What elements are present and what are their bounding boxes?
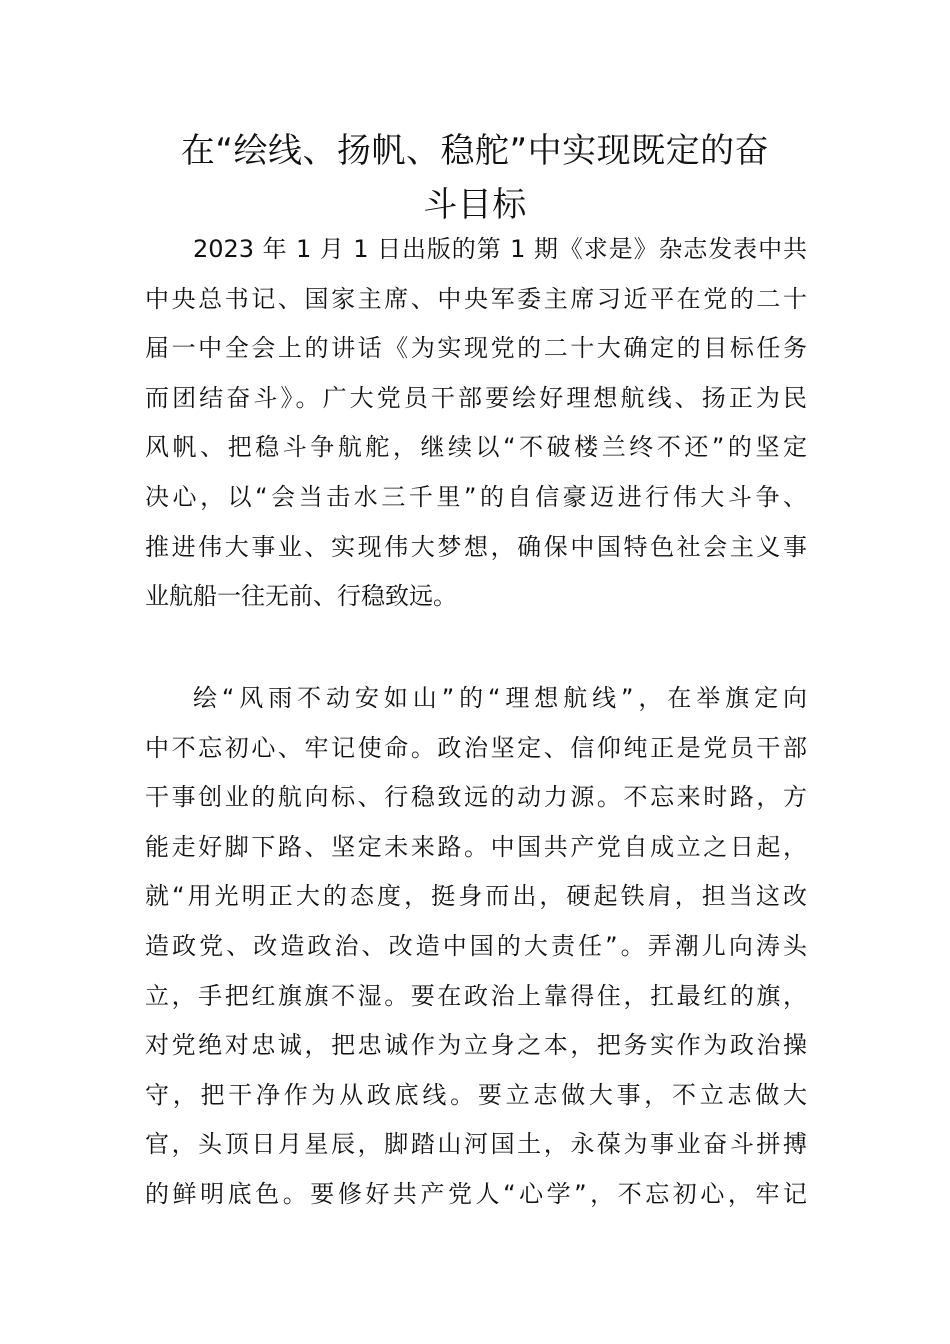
text-line: 中央总书记、国家主席、中央军委主席习近平在党的二十 — [145, 284, 807, 313]
text-line: 业航船一往无前、行稳致远。 — [145, 582, 457, 611]
text-line: 对党绝对忠诚，把忠诚作为立身之本，把务实作为政治操 — [145, 1031, 807, 1060]
text-line: 决心，以“会当击水三千里”的自信豪迈进行伟大斗争、 — [145, 482, 807, 511]
title-line-1: 在“绘线、扬帆、稳舵”中实现既定的奋 — [180, 131, 770, 171]
paragraph-section-1 — [145, 674, 807, 1220]
text-line: 立，手把红旗旗不湿。要在政治上靠得住，扛最红的旗， — [145, 981, 807, 1010]
text-line: 推进伟大事业、实现伟大梦想，确保中国特色社会主义事 — [145, 532, 807, 561]
text-line: 能走好脚下路、坚定未来路。中国共产党自成立之日起， — [145, 832, 807, 861]
document-title — [145, 124, 805, 232]
paragraph-intro — [145, 225, 807, 622]
text-line: 绘“风雨不动安如山”的“理想航线”，在举旗定向 — [193, 684, 807, 712]
text-line: 造政党、改造政治、改造中国的大责任”。弄潮儿向涛头 — [145, 931, 807, 960]
text-line: 届一中全会上的讲话《为实现党的二十大确定的目标任务 — [145, 334, 807, 363]
text-line: 而团结奋斗》。广大党员干部要绘好理想航线、扬正为民 — [145, 383, 807, 412]
text-line: 官，头顶日月星辰，脚踏山河国土，永葆为事业奋斗拼搏 — [145, 1130, 807, 1159]
text-line: 中不忘初心、牢记使命。政治坚定、信仰纯正是党员干部 — [145, 733, 807, 762]
text-line: 干事创业的航向标、行稳致远的动力源。不忘来时路，方 — [145, 783, 807, 812]
text-line: 风帆、把稳斗争航舵，继续以“不破楼兰终不还”的坚定 — [145, 433, 807, 462]
text-line: 就“用光明正大的态度，挺身而出，硬起铁肩，担当这改 — [145, 882, 807, 911]
title-line-2: 斗目标 — [423, 185, 527, 225]
text-line: 2023 年 1 月 1 日出版的第 1 期《求是》杂志发表中共 — [193, 235, 807, 263]
text-line: 的鲜明底色。要修好共产党人“心学”，不忘初心，牢记 — [145, 1179, 807, 1208]
text-line: 守，把干净作为从政底线。要立志做大事，不立志做大 — [145, 1080, 807, 1109]
